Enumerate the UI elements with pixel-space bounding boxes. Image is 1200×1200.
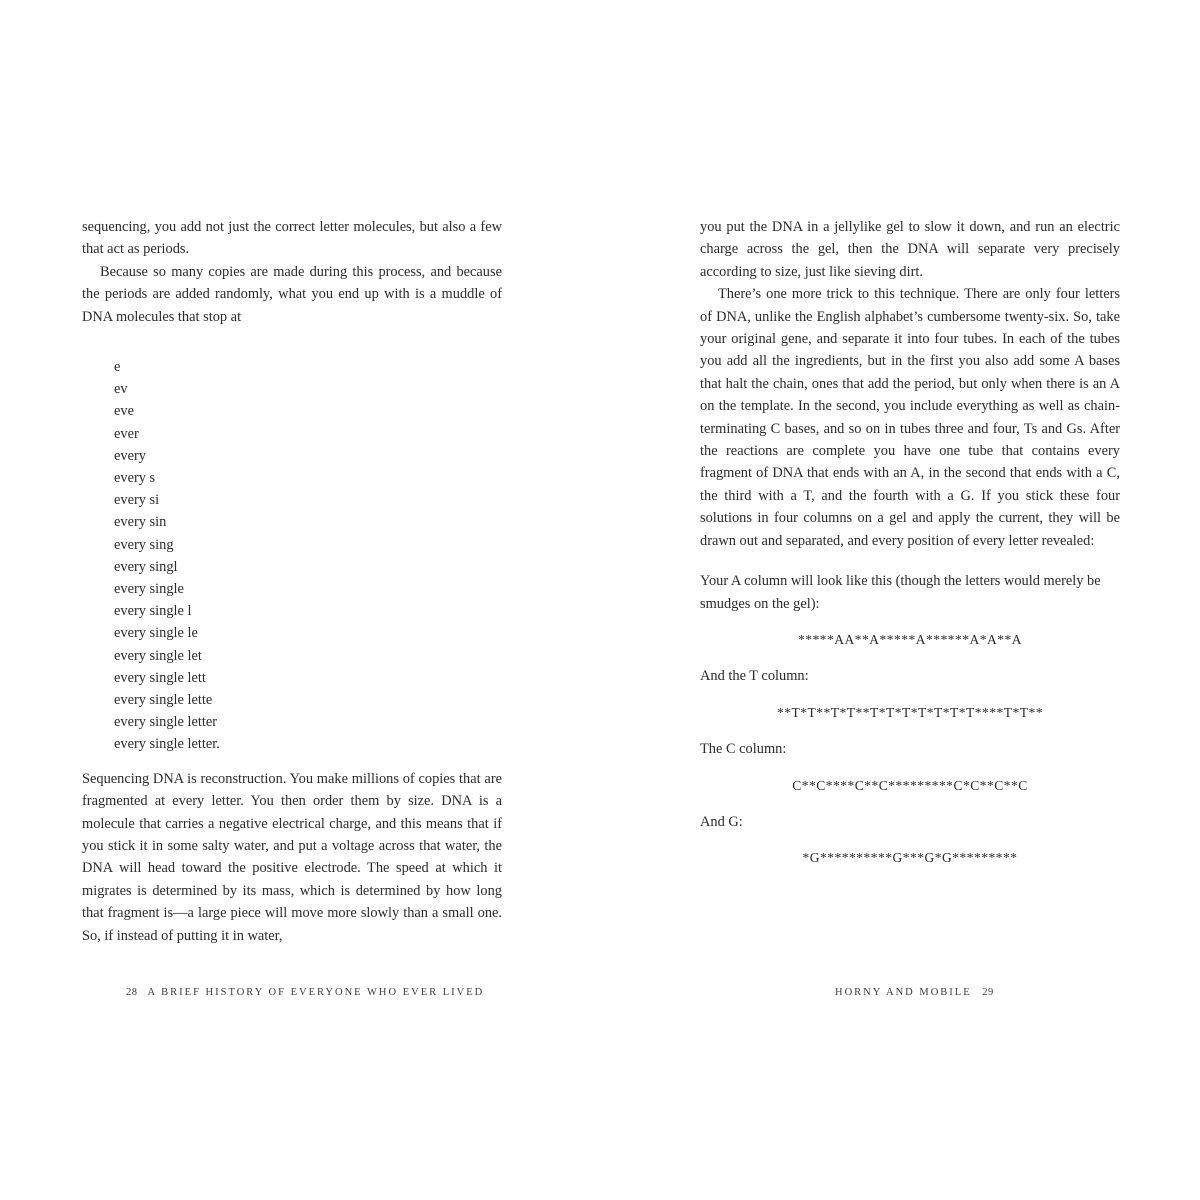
t-column-pattern: **T*T**T*T**T*T*T*T*T*T*T****T*T** bbox=[777, 704, 1043, 720]
sequence-line: e bbox=[114, 359, 121, 376]
sequence-line: every single lett bbox=[114, 669, 206, 686]
left-paragraph-1: Because so many copies are made during this process, and because the periods are added randomly, what you end up with is a muddle of DNA molecules that stop at bbox=[82, 263, 502, 325]
left-running-title: A BRIEF HISTORY OF EVERYONE WHO EVER LIVED bbox=[147, 987, 485, 998]
right-paragraph-1: you put the DNA in a jellylike gel to slow it down, and run an electric charge across the gel, then the DNA will separate very precisely according to size, just like sieving dirt. bbox=[700, 219, 1120, 280]
right-paragraph-2: There’s one more trick to this technique. There are only four letters of DNA, unlike the English alphabet’s cumbersome twenty-six. So, take your original gene, and separate it into four tubes. In each of the tubes you add all the ingredients, but in the first you also add some A bases that halt the chain, ones that add the period, but only when there is an A on the template. In the second, you include everything as well as chain-terminating C bases, and so on in tubes three and four, Ts and Gs. After the reactions are complete you have one tube that contains every fragment of DNA that ends with an A, in the second that ends with a C, the third with a T, and the fourth with a G. If you stick these four solutions in four columns on a gel and apply the current, they will be drawn out and separated, and every position of every letter revealed: bbox=[700, 286, 1120, 549]
sequence-line: every s bbox=[114, 470, 156, 487]
left-paragraph-2: Sequencing DNA is reconstruction. You make millions of copies that are fragmented at every letter. You then order them by size. DNA is a molecule that carries a negative electrical charge, and this means that if you stick it in some salty water, and put a voltage across that water, the DNA will head toward the positive electrode. The speed at which it migrates is determined by its mass, which is determined by how long that fragment is—a large piece will move more slowly than a small one. So, if instead of putting it in water, bbox=[82, 770, 502, 944]
sequence-line: every singl bbox=[114, 558, 178, 575]
sequence-line: every sing bbox=[114, 536, 174, 553]
g-column-label: And G: bbox=[700, 813, 743, 830]
left-page-number: 28 bbox=[126, 987, 138, 998]
sequence-line: every single letter. bbox=[114, 736, 220, 753]
sequence-line: every sin bbox=[114, 514, 167, 531]
sequence-line: every si bbox=[114, 492, 160, 509]
sequence-line: every single bbox=[114, 581, 184, 598]
right-page-number: 29 bbox=[982, 987, 994, 998]
sequence-line: ever bbox=[114, 425, 139, 442]
right-page-footer bbox=[835, 987, 1000, 998]
sequence-line: eve bbox=[114, 403, 134, 420]
g-column-pattern: *G**********G***G*G********* bbox=[802, 850, 1018, 866]
sequence-line: every single le bbox=[114, 625, 198, 642]
sequence-list bbox=[114, 356, 502, 756]
sequence-line: ev bbox=[114, 381, 128, 398]
a-column-label: Your A column will look like this (though the letters would merely be smudges on the gel): bbox=[700, 573, 1101, 612]
sequence-line: every single lette bbox=[114, 692, 213, 709]
c-column-pattern: C**C****C**C*********C*C**C**C bbox=[792, 777, 1028, 793]
t-column-label: And the T column: bbox=[700, 668, 809, 685]
a-column-pattern: *****AA**A*****A******A*A**A bbox=[798, 631, 1022, 647]
sequence-line: every bbox=[114, 447, 146, 464]
right-page bbox=[700, 216, 1120, 882]
right-running-title: HORNY AND MOBILE bbox=[835, 987, 972, 998]
left-intro-paragraph: sequencing, you add not just the correct letter molecules, but also a few that act as periods. bbox=[82, 219, 502, 258]
sequence-line: every single let bbox=[114, 647, 202, 664]
left-page bbox=[82, 216, 502, 947]
c-column-label: The C column: bbox=[700, 741, 787, 758]
sequence-line: every single l bbox=[114, 603, 192, 620]
left-page-footer bbox=[120, 987, 484, 998]
sequence-line: every single letter bbox=[114, 714, 218, 731]
